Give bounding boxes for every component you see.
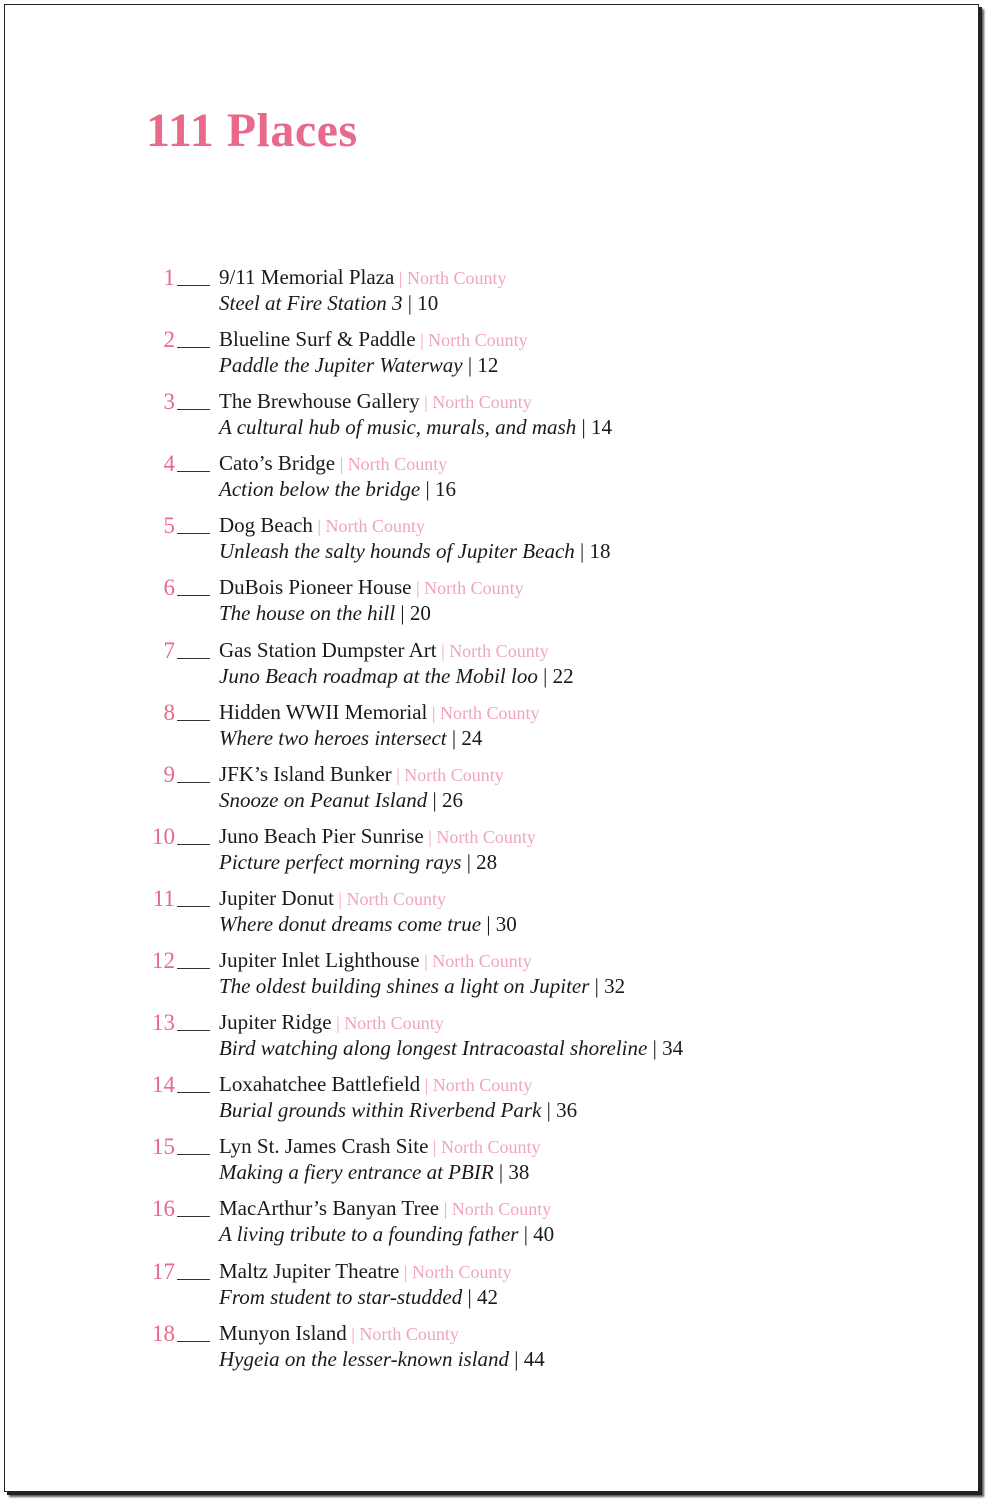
toc-entry xyxy=(0,325,987,387)
page-number: 10 xyxy=(417,291,439,315)
page-number: 40 xyxy=(533,1222,555,1247)
entry-number: 2 xyxy=(163,327,175,353)
separator: | xyxy=(467,1284,472,1309)
tagline: Burial grounds within Riverbend Park xyxy=(219,1098,542,1123)
toc-entry xyxy=(0,1257,987,1319)
region-name: North County xyxy=(449,640,549,661)
leader-rule xyxy=(177,595,210,596)
place-name: Munyon Island xyxy=(219,1320,347,1345)
entry-heading xyxy=(219,263,506,292)
region-name: North County xyxy=(325,516,426,537)
place-name: Hidden WWII Memorial xyxy=(219,699,428,724)
leader-rule xyxy=(177,1279,210,1280)
separator: | xyxy=(398,268,403,288)
entry-heading xyxy=(219,573,524,602)
place-name: 9/11 Memorial Plaza xyxy=(219,265,395,289)
region-name: North County xyxy=(428,330,528,351)
region-name: North County xyxy=(424,578,524,599)
separator: | xyxy=(431,702,436,723)
place-name: Loxahatchee Battlefield xyxy=(219,1072,421,1097)
separator: | xyxy=(396,764,400,785)
separator: | xyxy=(523,1222,528,1247)
region-label xyxy=(427,703,539,723)
separator: | xyxy=(420,330,424,351)
separator: | xyxy=(432,787,437,812)
entry-number: 14 xyxy=(152,1072,175,1098)
leader-rule xyxy=(177,844,210,845)
entry-subtitle xyxy=(219,599,431,627)
toc-entry xyxy=(0,946,987,1008)
entry-subtitle xyxy=(219,475,456,503)
entry-subtitle xyxy=(219,724,482,752)
separator: | xyxy=(400,601,405,626)
tagline: From student to star-studded xyxy=(219,1284,463,1309)
toc-entry xyxy=(0,387,987,449)
toc-entry xyxy=(0,263,987,325)
region-name: North County xyxy=(347,454,448,475)
entry-subtitle xyxy=(219,289,438,317)
toc-entry xyxy=(0,822,987,884)
entry-subtitle xyxy=(219,848,497,876)
leader-rule xyxy=(177,285,210,286)
region-name: North County xyxy=(436,826,536,847)
page-number: 30 xyxy=(495,911,517,936)
entry-subtitle xyxy=(219,786,463,814)
region-label xyxy=(428,1137,540,1157)
page-number: 20 xyxy=(409,601,431,626)
region-name: North County xyxy=(432,1075,533,1096)
page-number: 22 xyxy=(552,663,574,688)
entry-heading xyxy=(219,822,536,851)
entry-number: 4 xyxy=(163,451,175,477)
page-number: 34 xyxy=(662,1036,684,1061)
place-name: Blueline Surf & Paddle xyxy=(219,327,416,352)
tagline: Hygeia on the lesser-known island xyxy=(219,1346,510,1371)
separator: | xyxy=(416,578,420,599)
separator: | xyxy=(581,415,586,440)
toc-entry xyxy=(0,449,987,511)
leader-rule xyxy=(177,658,210,659)
entry-subtitle xyxy=(219,1345,545,1373)
toc-entry xyxy=(0,636,987,698)
tagline: Steel at Fire Station 3 xyxy=(219,291,403,315)
region-label xyxy=(437,641,549,661)
tagline: A living tribute to a founding father xyxy=(219,1222,519,1247)
leader-rule xyxy=(177,1341,210,1342)
entry-number: 16 xyxy=(152,1196,175,1222)
separator: | xyxy=(424,951,428,972)
entry-subtitle xyxy=(219,413,612,441)
separator: | xyxy=(424,392,428,413)
page-title: 111 Places xyxy=(146,104,358,157)
entry-subtitle xyxy=(219,662,574,690)
page-number: 16 xyxy=(434,477,456,502)
entry-subtitle xyxy=(219,910,517,938)
leader-rule xyxy=(177,1154,210,1155)
page-number: 36 xyxy=(556,1098,578,1123)
entry-heading xyxy=(219,884,446,913)
region-name: North County xyxy=(412,1261,512,1282)
tagline: The house on the hill xyxy=(219,601,396,626)
separator: | xyxy=(546,1098,551,1123)
tagline: Juno Beach roadmap at the Mobil loo xyxy=(219,663,538,688)
entry-subtitle xyxy=(219,972,625,1000)
entry-subtitle xyxy=(219,537,611,565)
region-label xyxy=(439,1199,551,1219)
toc-entry xyxy=(0,698,987,760)
region-name: North County xyxy=(346,888,447,909)
entry-subtitle xyxy=(219,1034,683,1062)
leader-rule xyxy=(177,720,210,721)
page-number: 12 xyxy=(477,353,499,378)
region-label xyxy=(332,1013,444,1033)
leader-rule xyxy=(177,906,210,907)
region-label xyxy=(392,765,504,785)
region-name: North County xyxy=(404,764,504,785)
page-number: 44 xyxy=(523,1346,545,1371)
separator: | xyxy=(543,663,548,688)
region-name: North County xyxy=(451,1199,552,1220)
entry-subtitle xyxy=(219,1283,498,1311)
page-number: 38 xyxy=(508,1160,530,1185)
page-number: 18 xyxy=(589,539,611,564)
entry-heading xyxy=(219,449,447,478)
toc-entry xyxy=(0,511,987,573)
separator: | xyxy=(403,1261,408,1282)
entry-heading xyxy=(219,698,540,727)
toc-entry xyxy=(0,1008,987,1070)
region-label xyxy=(424,827,536,847)
page-number: 26 xyxy=(441,787,463,812)
separator: | xyxy=(407,291,412,315)
region-label xyxy=(335,454,447,474)
separator: | xyxy=(425,477,430,502)
entry-number: 12 xyxy=(152,948,175,974)
place-name: DuBois Pioneer House xyxy=(219,575,412,600)
tagline: Bird watching along longest Intracoastal shoreline xyxy=(219,1036,648,1061)
separator: | xyxy=(336,1013,340,1034)
place-name: MacArthur’s Banyan Tree xyxy=(219,1196,440,1221)
entry-number: 18 xyxy=(152,1320,175,1346)
separator: | xyxy=(338,888,343,909)
place-name: Jupiter Ridge xyxy=(219,1010,332,1035)
toc-entry xyxy=(0,1319,987,1381)
leader-rule xyxy=(177,968,210,969)
tagline: Where donut dreams come true xyxy=(219,911,482,936)
region-name: North County xyxy=(432,392,532,413)
place-name: Jupiter Inlet Lighthouse xyxy=(219,948,420,973)
region-label xyxy=(420,951,532,971)
entry-subtitle xyxy=(219,1096,577,1124)
region-name: North County xyxy=(344,1013,444,1034)
place-name: Dog Beach xyxy=(219,513,313,538)
separator: | xyxy=(467,353,473,378)
place-name: Juno Beach Pier Sunrise xyxy=(219,823,424,848)
entry-number: 3 xyxy=(163,389,175,415)
toc-entry xyxy=(0,1132,987,1194)
region-label xyxy=(394,268,506,288)
leader-rule xyxy=(177,347,210,348)
separator: | xyxy=(486,911,491,936)
entry-number: 11 xyxy=(152,885,175,911)
leader-rule xyxy=(177,782,210,783)
tagline: Picture perfect morning rays xyxy=(219,849,462,874)
region-label xyxy=(313,516,425,536)
leader-rule xyxy=(177,533,210,534)
tagline: A cultural hub of music, murals, and mash xyxy=(219,415,577,440)
separator: | xyxy=(317,516,321,537)
tagline: Where two heroes intersect xyxy=(219,725,447,750)
place-name: Gas Station Dumpster Art xyxy=(219,637,437,662)
separator: | xyxy=(441,640,445,661)
entry-heading xyxy=(219,325,528,354)
region-label xyxy=(420,1075,532,1095)
entry-number: 10 xyxy=(152,823,175,849)
region-name: North County xyxy=(406,268,507,288)
page-number: 28 xyxy=(476,849,498,874)
entry-heading xyxy=(219,1070,532,1099)
place-name: The Brewhouse Gallery xyxy=(219,389,420,414)
separator: | xyxy=(594,974,599,999)
entry-number: 1 xyxy=(163,265,175,290)
entry-heading xyxy=(219,511,425,540)
separator: | xyxy=(428,826,432,847)
entry-heading xyxy=(219,387,532,416)
leader-rule xyxy=(177,1216,210,1217)
entry-subtitle xyxy=(219,1158,529,1186)
entry-heading xyxy=(219,1319,459,1348)
entry-subtitle xyxy=(219,351,498,379)
entry-heading xyxy=(219,760,504,789)
separator: | xyxy=(424,1075,429,1096)
separator: | xyxy=(351,1323,355,1344)
tagline: Snooze on Peanut Island xyxy=(219,787,428,812)
entry-number: 6 xyxy=(163,575,175,601)
region-label xyxy=(399,1262,511,1282)
entry-number: 15 xyxy=(152,1134,175,1160)
entry-heading xyxy=(219,1194,551,1223)
tagline: The oldest building shines a light on Jupiter xyxy=(219,974,590,999)
place-name: Lyn St. James Crash Site xyxy=(219,1134,429,1159)
region-name: North County xyxy=(359,1323,459,1344)
region-label xyxy=(347,1324,459,1344)
separator: | xyxy=(451,725,457,750)
region-name: North County xyxy=(440,702,540,723)
separator: | xyxy=(339,454,344,475)
place-name: JFK’s Island Bunker xyxy=(219,761,392,786)
page-number: 32 xyxy=(604,974,626,999)
region-label xyxy=(412,578,524,598)
leader-rule xyxy=(177,409,210,410)
toc-entry xyxy=(0,1070,987,1132)
entry-heading xyxy=(219,1132,541,1161)
page-number: 42 xyxy=(476,1284,498,1309)
region-label xyxy=(420,392,532,412)
entry-heading xyxy=(219,1257,512,1286)
leader-rule xyxy=(177,1030,210,1031)
page-number: 24 xyxy=(461,725,483,750)
separator: | xyxy=(580,539,585,564)
region-name: North County xyxy=(441,1137,541,1158)
place-name: Cato’s Bridge xyxy=(219,451,336,476)
separator: | xyxy=(432,1137,437,1158)
tagline: Making a fiery entrance at PBIR xyxy=(219,1160,494,1185)
entry-number: 13 xyxy=(152,1010,175,1036)
entry-subtitle xyxy=(219,1220,554,1248)
page-number: 14 xyxy=(590,415,612,440)
leader-rule xyxy=(177,1092,210,1093)
region-name: North County xyxy=(432,951,532,972)
tagline: Paddle the Jupiter Waterway xyxy=(219,353,463,378)
separator: | xyxy=(443,1199,448,1220)
toc-entry xyxy=(0,573,987,635)
place-name: Maltz Jupiter Theatre xyxy=(219,1258,400,1283)
tagline: Unleash the salty hounds of Jupiter Beach xyxy=(219,539,575,564)
entry-heading xyxy=(219,636,549,665)
toc-entry xyxy=(0,760,987,822)
tagline: Action below the bridge xyxy=(219,477,421,502)
region-label xyxy=(416,330,528,350)
separator: | xyxy=(652,1036,657,1061)
toc-entry xyxy=(0,884,987,946)
entry-number: 7 xyxy=(163,637,175,663)
separator: | xyxy=(498,1160,504,1185)
entry-heading xyxy=(219,1008,444,1037)
entry-number: 8 xyxy=(163,699,175,725)
region-label xyxy=(334,889,446,909)
entry-number: 5 xyxy=(163,513,175,539)
entry-number: 17 xyxy=(152,1258,175,1284)
entry-number: 9 xyxy=(163,761,175,787)
place-name: Jupiter Donut xyxy=(219,885,334,910)
entry-heading xyxy=(219,946,532,975)
toc-entry xyxy=(0,1194,987,1256)
leader-rule xyxy=(177,471,210,472)
table-of-contents xyxy=(0,263,987,1381)
separator: | xyxy=(514,1346,519,1371)
separator: | xyxy=(466,849,471,874)
